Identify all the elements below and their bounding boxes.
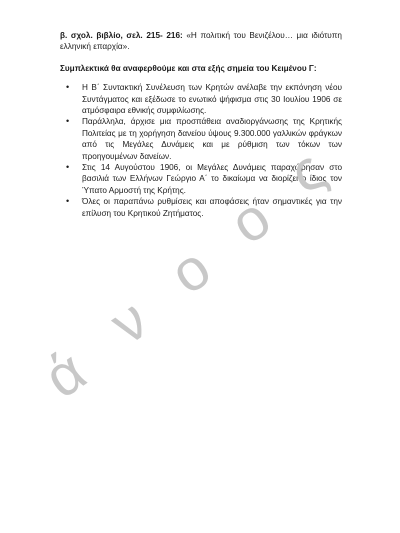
- textbook-reference-bold: β. σχολ. βιβλίο, σελ. 215- 216:: [60, 31, 183, 40]
- list-item-text: Όλες οι παραπάνω ρυθμίσεις και αποφάσεις ήταν σημαντικές για την επίλυση του Κρητικού Ζητήματος.: [82, 197, 342, 218]
- list-item: [66, 196, 342, 219]
- textbook-reference: [60, 30, 342, 53]
- list-item: [66, 162, 342, 196]
- bullet-icon: •: [66, 162, 70, 173]
- watermark-letter: ο: [218, 184, 283, 257]
- section-heading: Συμπλεκτικά θα αναφερθούμε και στα εξής σημεία του Κειμένου Γ:: [60, 63, 317, 73]
- bullet-icon: •: [66, 82, 70, 93]
- watermark-letter: ά: [32, 338, 98, 411]
- textbook-reference-text: «Η πολιτική του Βενιζέλου… μια ιδιότυπη ελληνική επαρχία».: [60, 31, 342, 52]
- list-item-text: Παράλληλα, άρχισε μια προσπάθεια αναδιοργάνωσης της Κρητικής Πολιτείας με τη χορήγηση δανείου ύψους 9.300.000 γαλλικών φράγκων από τις Μεγάλες Δυνάμεις και με ρύθμιση των τόκων των προηγουμένων δανείων.: [82, 117, 342, 161]
- bullet-icon: •: [66, 196, 70, 207]
- watermark-letter: ο: [158, 234, 223, 307]
- document-content: [60, 30, 342, 219]
- list-item-text: Στις 14 Αυγούστου 1906, οι Μεγάλες Δυνάμεις παραχώρησαν στο βασιλιά των Ελλήνων Γεώργιο Α΄ το δικαίωμα να διορίζει ο ίδιος τον Ύπατο Αρμοστή της Κρήτης.: [82, 163, 342, 195]
- list-item: [66, 82, 342, 116]
- watermark-letter: ς: [276, 137, 337, 207]
- points-list: [60, 82, 342, 219]
- list-item: [66, 116, 342, 162]
- watermark-letter: ν: [98, 286, 160, 357]
- list-item-text: Η Β΄ Συντακτική Συνέλευση των Κρητών ανέλαβε την εκπόνηση νέου Συντάγματος και εξέδωσε το ενωτικό ψήφισμα στις 30 Ιουλίου 1906 σε ατμόσφαιρα εθνικής συμφιλίωσης.: [82, 83, 342, 116]
- bullet-icon: •: [66, 116, 70, 127]
